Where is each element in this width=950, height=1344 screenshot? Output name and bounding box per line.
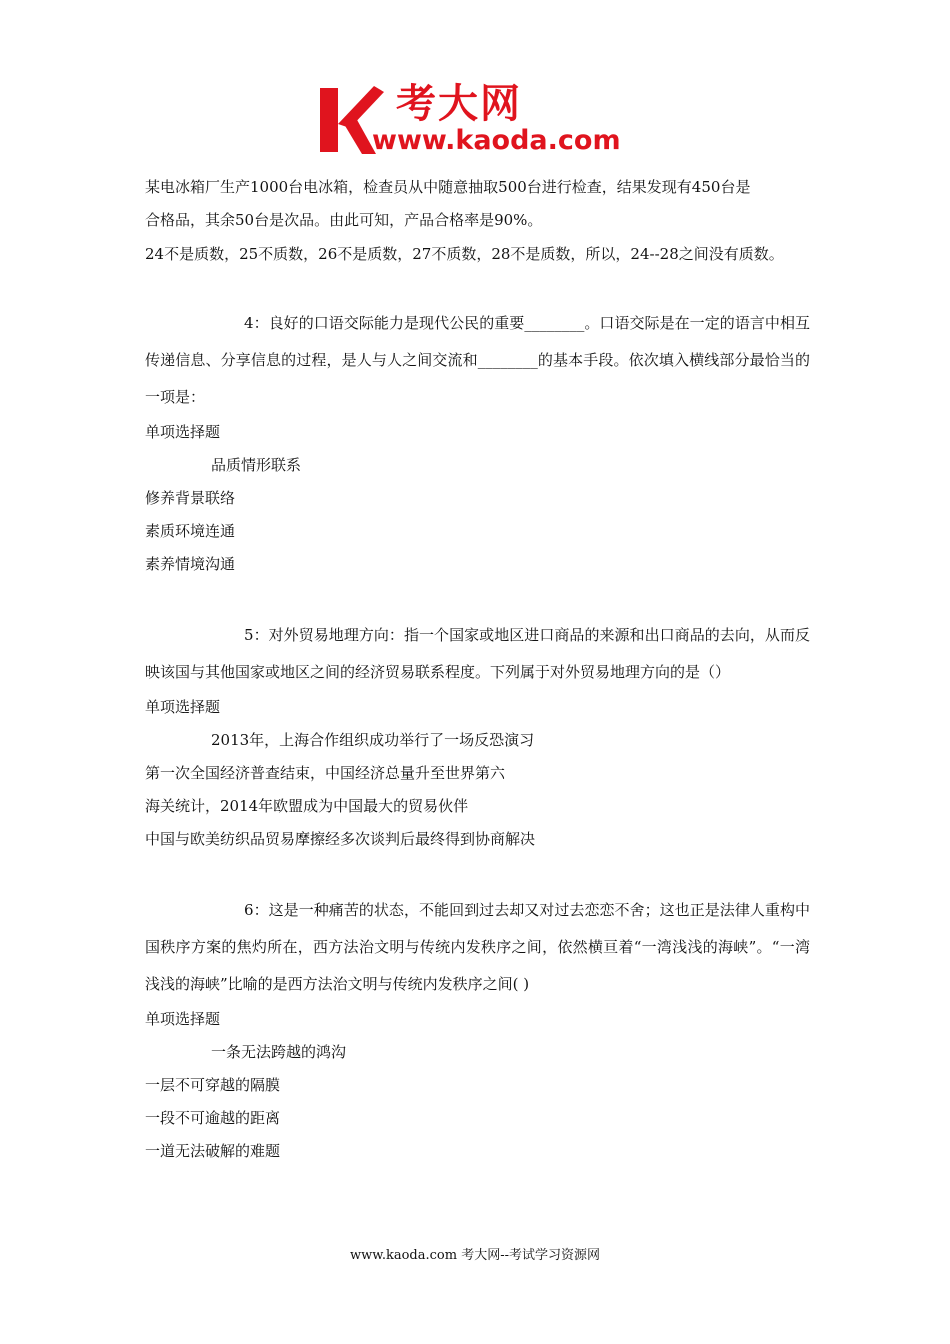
intro-line-2: 合格品，其余50台是次品。由此可知，产品合格率是90%。 (145, 211, 543, 229)
option-d: 一道无法破解的难题 (145, 1142, 281, 1160)
intro-line-3: 24不是质数，25不质数，26不是质数，27不质数，28不是质数，所以，24--28之间没有质数。 (145, 245, 784, 263)
option-b: 第一次全国经济普查结束，中国经济总量升至世界第六 (145, 764, 506, 782)
option-c: 海关统计，2014年欧盟成为中国最大的贸易伙伴 (145, 797, 469, 815)
option-a: 一条无法跨越的鸿沟 (211, 1043, 347, 1061)
question-4 (145, 305, 810, 581)
logo-chinese-name: 考大网 (396, 81, 522, 127)
option-b: 一层不可穿越的隔膜 (145, 1076, 281, 1094)
question-stem: 5：对外贸易地理方向：指一个国家或地区进口商品的来源和出口商品的去向，从而反映该国与其他国家或地区之间的经济贸易联系程度。下列属于对外贸易地理方向的是（） (145, 626, 810, 681)
question-type: 单项选择题 (145, 698, 221, 716)
option-d: 素养情境沟通 (145, 555, 236, 573)
question-6 (145, 892, 810, 1168)
question-type: 单项选择题 (145, 1010, 221, 1028)
option-c: 一段不可逾越的距离 (145, 1109, 281, 1127)
site-logo (316, 82, 646, 160)
option-a: 2013年，上海合作组织成功举行了一场反恐演习 (211, 731, 535, 749)
question-type: 单项选择题 (145, 423, 221, 441)
question-5 (145, 617, 810, 856)
option-d: 中国与欧美纺织品贸易摩擦经多次谈判后最终得到协商解决 (145, 830, 536, 848)
intro-line-1: 某电冰箱厂生产1000台电冰箱，检查员从中随意抽取500台进行检查，结果发现有450台是 (145, 178, 751, 196)
option-c: 素质环境连通 (145, 522, 236, 540)
document-body (145, 172, 810, 1168)
question-stem: 6：这是一种痛苦的状态，不能回到过去却又对过去恋恋不舍；这也正是法律人重构中国秩序方案的焦灼所在，西方法治文明与传统内发秩序之间，依然横亘着“一湾浅浅的海峡”。“一湾浅浅的海峡”比喻的是西方法治文明与传统内发秩序之间( ) (145, 901, 810, 993)
option-a: 品质情形联系 (211, 456, 302, 474)
logo-url: www.kaoda.com (372, 125, 621, 156)
page-footer: www.kaoda.com 考大网--考试学习资源网 (350, 1248, 600, 1263)
question-stem: 4：良好的口语交际能力是现代公民的重要________。口语交际是在一定的语言中相互传递信息、分享信息的过程，是人与人之间交流和________的基本手段。依次填入横线部分最恰当的一项是： (145, 314, 810, 406)
option-b: 修养背景联络 (145, 489, 236, 507)
